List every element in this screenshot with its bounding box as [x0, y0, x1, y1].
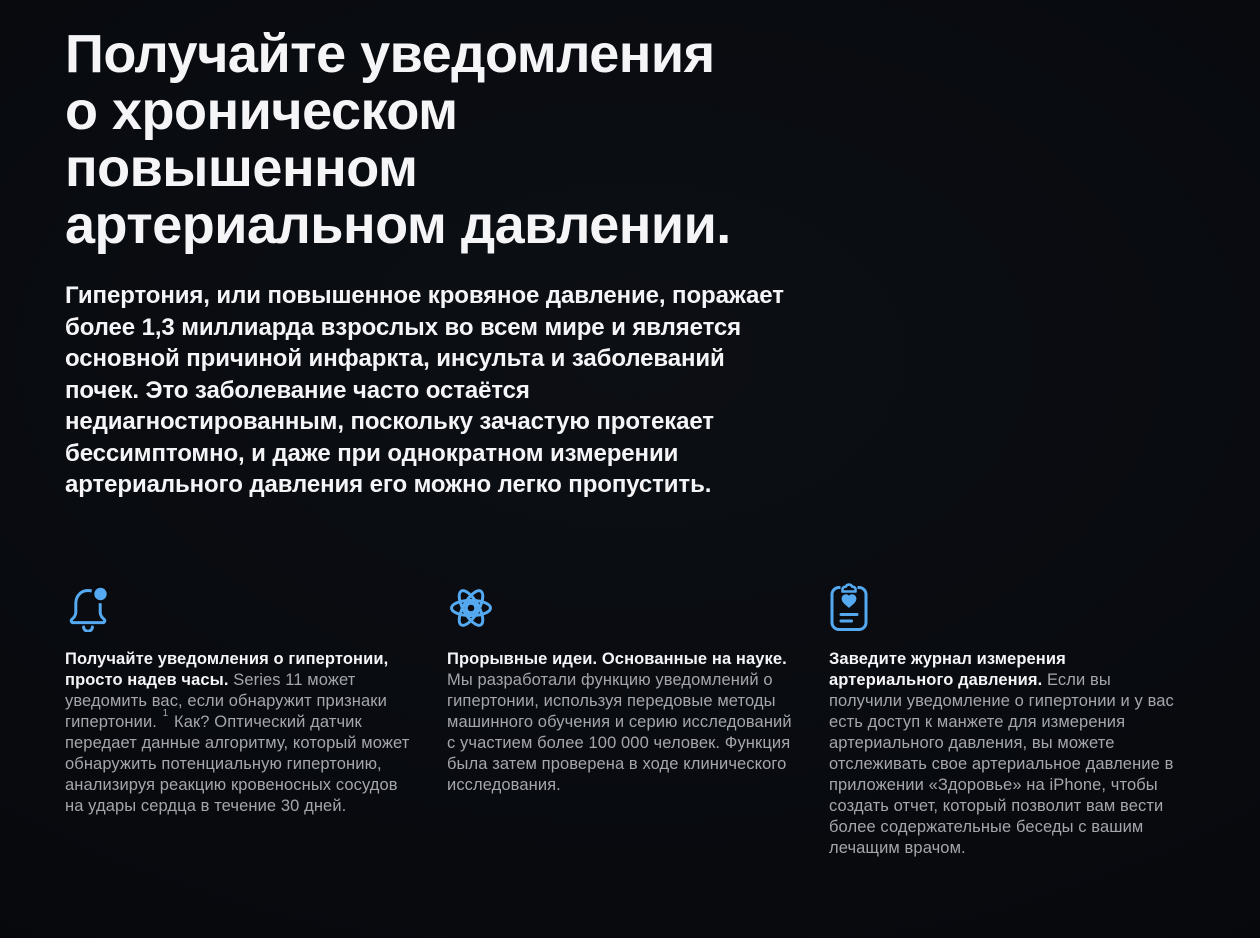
feature-body: Если вы получили уведомление о гипертонии и у вас есть доступ к манжете для измерения артериального давления, вы можете отслеживать свое артериальное давление в приложении «Здоровье» на iPhone, чтобы создать отчет, который позволит вам вести более содержательные беседы с вашим лечащим врачом. — [829, 670, 1174, 857]
feature-lead: Прорывные идеи. Основанные на науке. — [447, 649, 787, 668]
atom-icon — [447, 580, 792, 632]
page-title-line: Получайте уведомления — [65, 24, 715, 84]
feature-body: Как? Оптический датчик передает данные алгоритму, который может обнаружить потенциальную гипертонию, анализируя реакцию кровеносных сосудов на удары сердца в течение 30 дней. — [65, 712, 410, 815]
feature-columns — [65, 580, 1200, 859]
feature-lead: Получайте уведомления о гипертонии, просто надев часы. — [65, 649, 389, 689]
feature-logging-text — [829, 649, 1174, 859]
feature-logging — [829, 580, 1174, 859]
feature-lead: Заведите журнал измерения артериального давления. — [829, 649, 1066, 689]
feature-science — [447, 580, 792, 859]
bell-badge-icon — [65, 580, 410, 632]
feature-notifications-text — [65, 649, 410, 817]
page-title-line: артериальном давлении. — [65, 195, 731, 255]
clipboard-heart-icon — [829, 580, 1174, 632]
page-title-line: повышенном — [65, 138, 418, 198]
feature-body: Мы разработали функцию уведомлений о гипертонии, используя передовые методы машинного обучения и серию исследований с участием более 100 000 человек. Функция была затем проверена в ходе клинического исследования. — [447, 670, 792, 794]
feature-science-text — [447, 649, 792, 796]
page-title — [65, 26, 825, 254]
intro-paragraph: Гипертония, или повышенное кровяное давление, поражает более 1,3 миллиарда взрослых во всем мире и является основной причиной инфаркта, инсульта и заболеваний почек. Это заболевание часто остаётся недиагностированным, поскольку зачастую протекает бессимптомно, и даже при однократном измерении артериального давления его можно легко пропустить. — [65, 282, 784, 498]
page-title-line: о хроническом — [65, 81, 458, 141]
feature-body: Series 11 может уведомить вас, если обнаружит признаки гипертонии. — [65, 670, 387, 731]
footnote-marker: 1 — [162, 708, 169, 719]
feature-notifications — [65, 580, 410, 859]
